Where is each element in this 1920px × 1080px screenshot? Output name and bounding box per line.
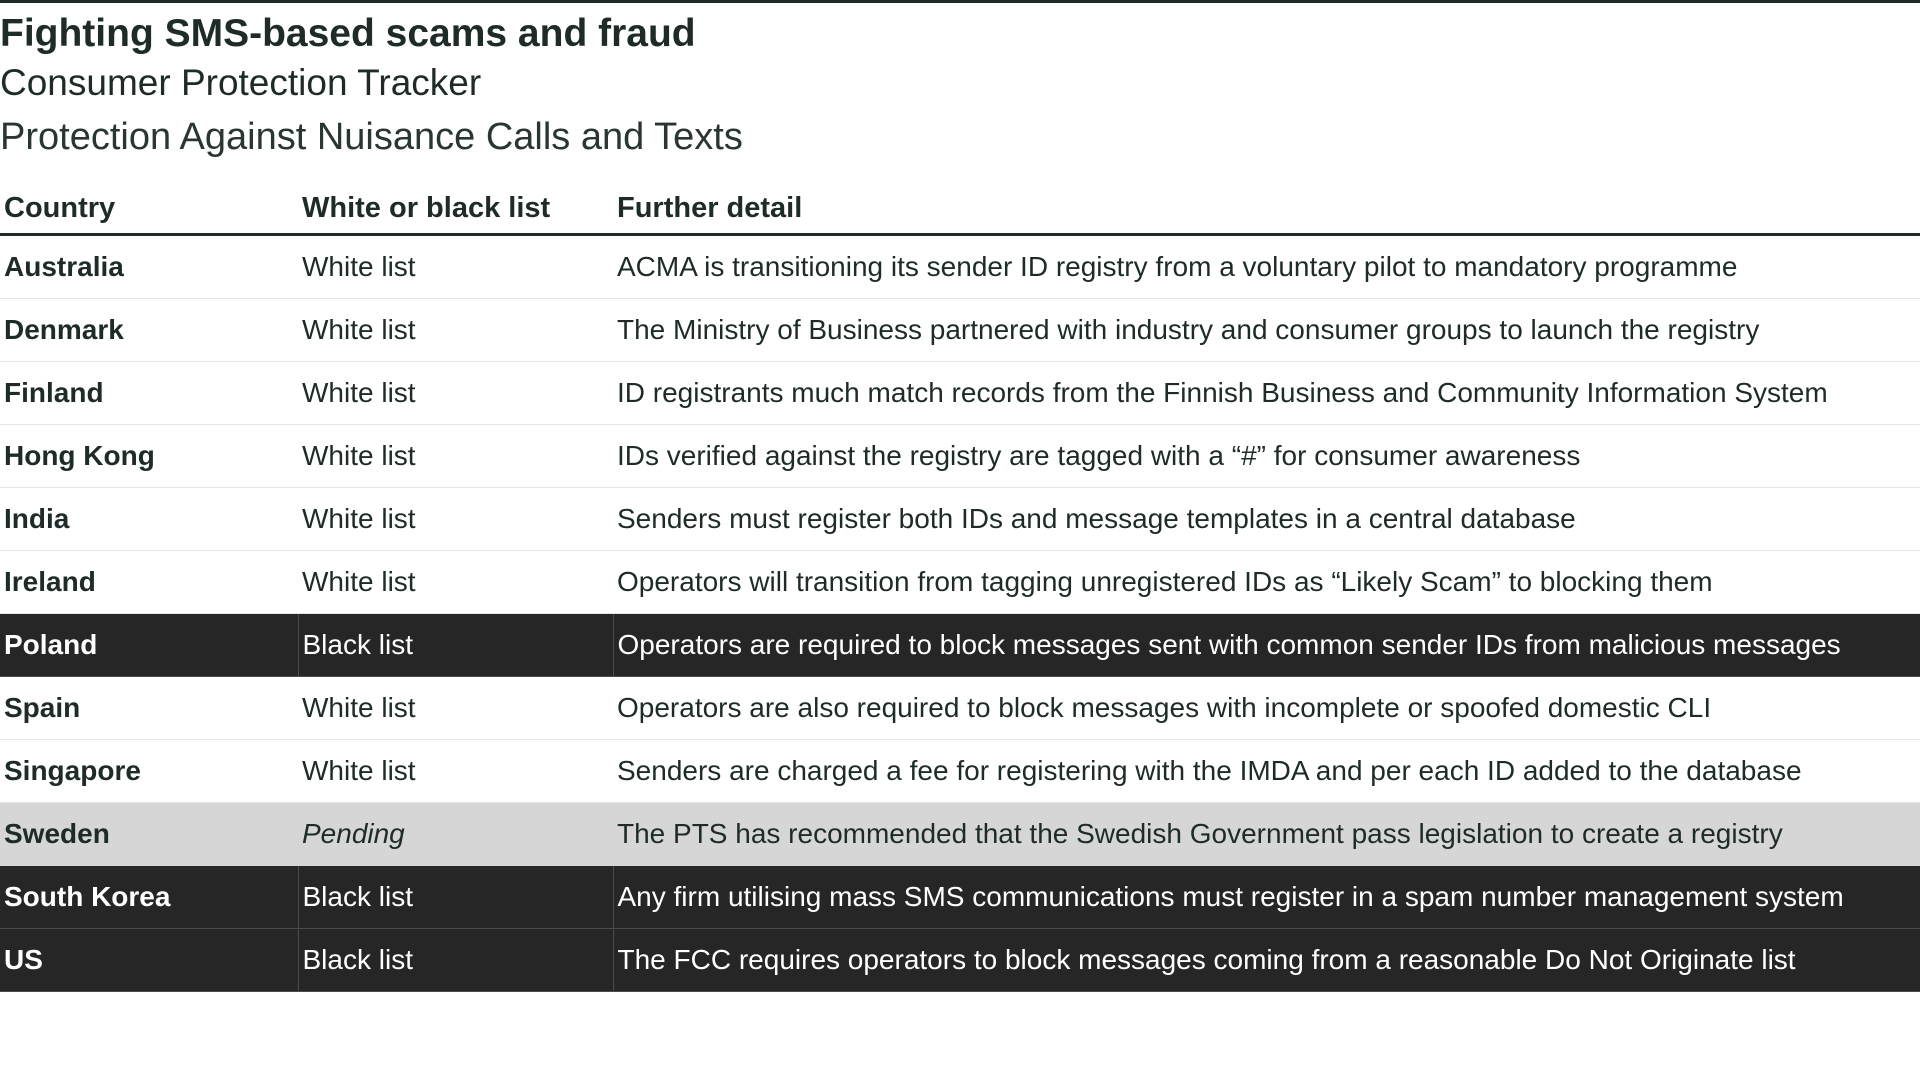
table-row bbox=[0, 299, 1920, 362]
table-row bbox=[0, 803, 1920, 866]
country-cell: India bbox=[0, 488, 298, 551]
country-cell: Australia bbox=[0, 235, 298, 299]
country-cell: Singapore bbox=[0, 740, 298, 803]
country-cell: Hong Kong bbox=[0, 425, 298, 488]
detail-cell: ID registrants much match records from the Finnish Business and Community Information System bbox=[613, 362, 1920, 425]
column-header-further-detail: Further detail bbox=[613, 183, 1920, 235]
tracker-table bbox=[0, 183, 1920, 992]
detail-cell: Senders must register both IDs and message templates in a central database bbox=[613, 488, 1920, 551]
list-type-cell: White list bbox=[298, 677, 613, 740]
table-row bbox=[0, 425, 1920, 488]
table-row bbox=[0, 677, 1920, 740]
detail-cell: The Ministry of Business partnered with industry and consumer groups to launch the registry bbox=[613, 299, 1920, 362]
table-row bbox=[0, 929, 1920, 992]
header bbox=[0, 12, 1920, 164]
list-type-cell: White list bbox=[298, 299, 613, 362]
table-row bbox=[0, 740, 1920, 803]
detail-cell: The FCC requires operators to block messages coming from a reasonable Do Not Originate list bbox=[613, 929, 1920, 992]
list-type-cell: White list bbox=[298, 488, 613, 551]
column-header-list-type: White or black list bbox=[298, 183, 613, 235]
list-type-cell: Black list bbox=[298, 929, 613, 992]
detail-cell: Operators are required to block messages sent with common sender IDs from malicious messages bbox=[613, 614, 1920, 677]
table-body bbox=[0, 235, 1920, 992]
table-row bbox=[0, 614, 1920, 677]
column-header-country: Country bbox=[0, 183, 298, 235]
country-cell: US bbox=[0, 929, 298, 992]
country-cell: South Korea bbox=[0, 866, 298, 929]
detail-cell: Any firm utilising mass SMS communications must register in a spam number management system bbox=[613, 866, 1920, 929]
top-rule bbox=[0, 0, 1920, 3]
detail-cell: Senders are charged a fee for registering with the IMDA and per each ID added to the database bbox=[613, 740, 1920, 803]
table-row bbox=[0, 551, 1920, 614]
list-type-cell: Pending bbox=[298, 803, 613, 866]
table-header-row bbox=[0, 183, 1920, 235]
list-type-cell: Black list bbox=[298, 866, 613, 929]
table-row bbox=[0, 866, 1920, 929]
detail-cell: The PTS has recommended that the Swedish Government pass legislation to create a registry bbox=[613, 803, 1920, 866]
country-cell: Sweden bbox=[0, 803, 298, 866]
country-cell: Poland bbox=[0, 614, 298, 677]
list-type-cell: White list bbox=[298, 362, 613, 425]
section-title: Protection Against Nuisance Calls and Texts bbox=[0, 116, 743, 158]
page-title: Fighting SMS-based scams and fraud bbox=[0, 12, 696, 55]
country-cell: Spain bbox=[0, 677, 298, 740]
country-cell: Ireland bbox=[0, 551, 298, 614]
country-cell: Finland bbox=[0, 362, 298, 425]
table-row bbox=[0, 235, 1920, 299]
detail-cell: IDs verified against the registry are tagged with a “#” for consumer awareness bbox=[613, 425, 1920, 488]
list-type-cell: Black list bbox=[298, 614, 613, 677]
detail-cell: Operators are also required to block messages with incomplete or spoofed domestic CLI bbox=[613, 677, 1920, 740]
detail-cell: ACMA is transitioning its sender ID registry from a voluntary pilot to mandatory programme bbox=[613, 235, 1920, 299]
detail-cell: Operators will transition from tagging unregistered IDs as “Likely Scam” to blocking them bbox=[613, 551, 1920, 614]
page-subtitle: Consumer Protection Tracker bbox=[0, 62, 482, 103]
list-type-cell: White list bbox=[298, 235, 613, 299]
list-type-cell: White list bbox=[298, 551, 613, 614]
table-row bbox=[0, 362, 1920, 425]
list-type-cell: White list bbox=[298, 425, 613, 488]
table-row bbox=[0, 488, 1920, 551]
country-cell: Denmark bbox=[0, 299, 298, 362]
list-type-cell: White list bbox=[298, 740, 613, 803]
